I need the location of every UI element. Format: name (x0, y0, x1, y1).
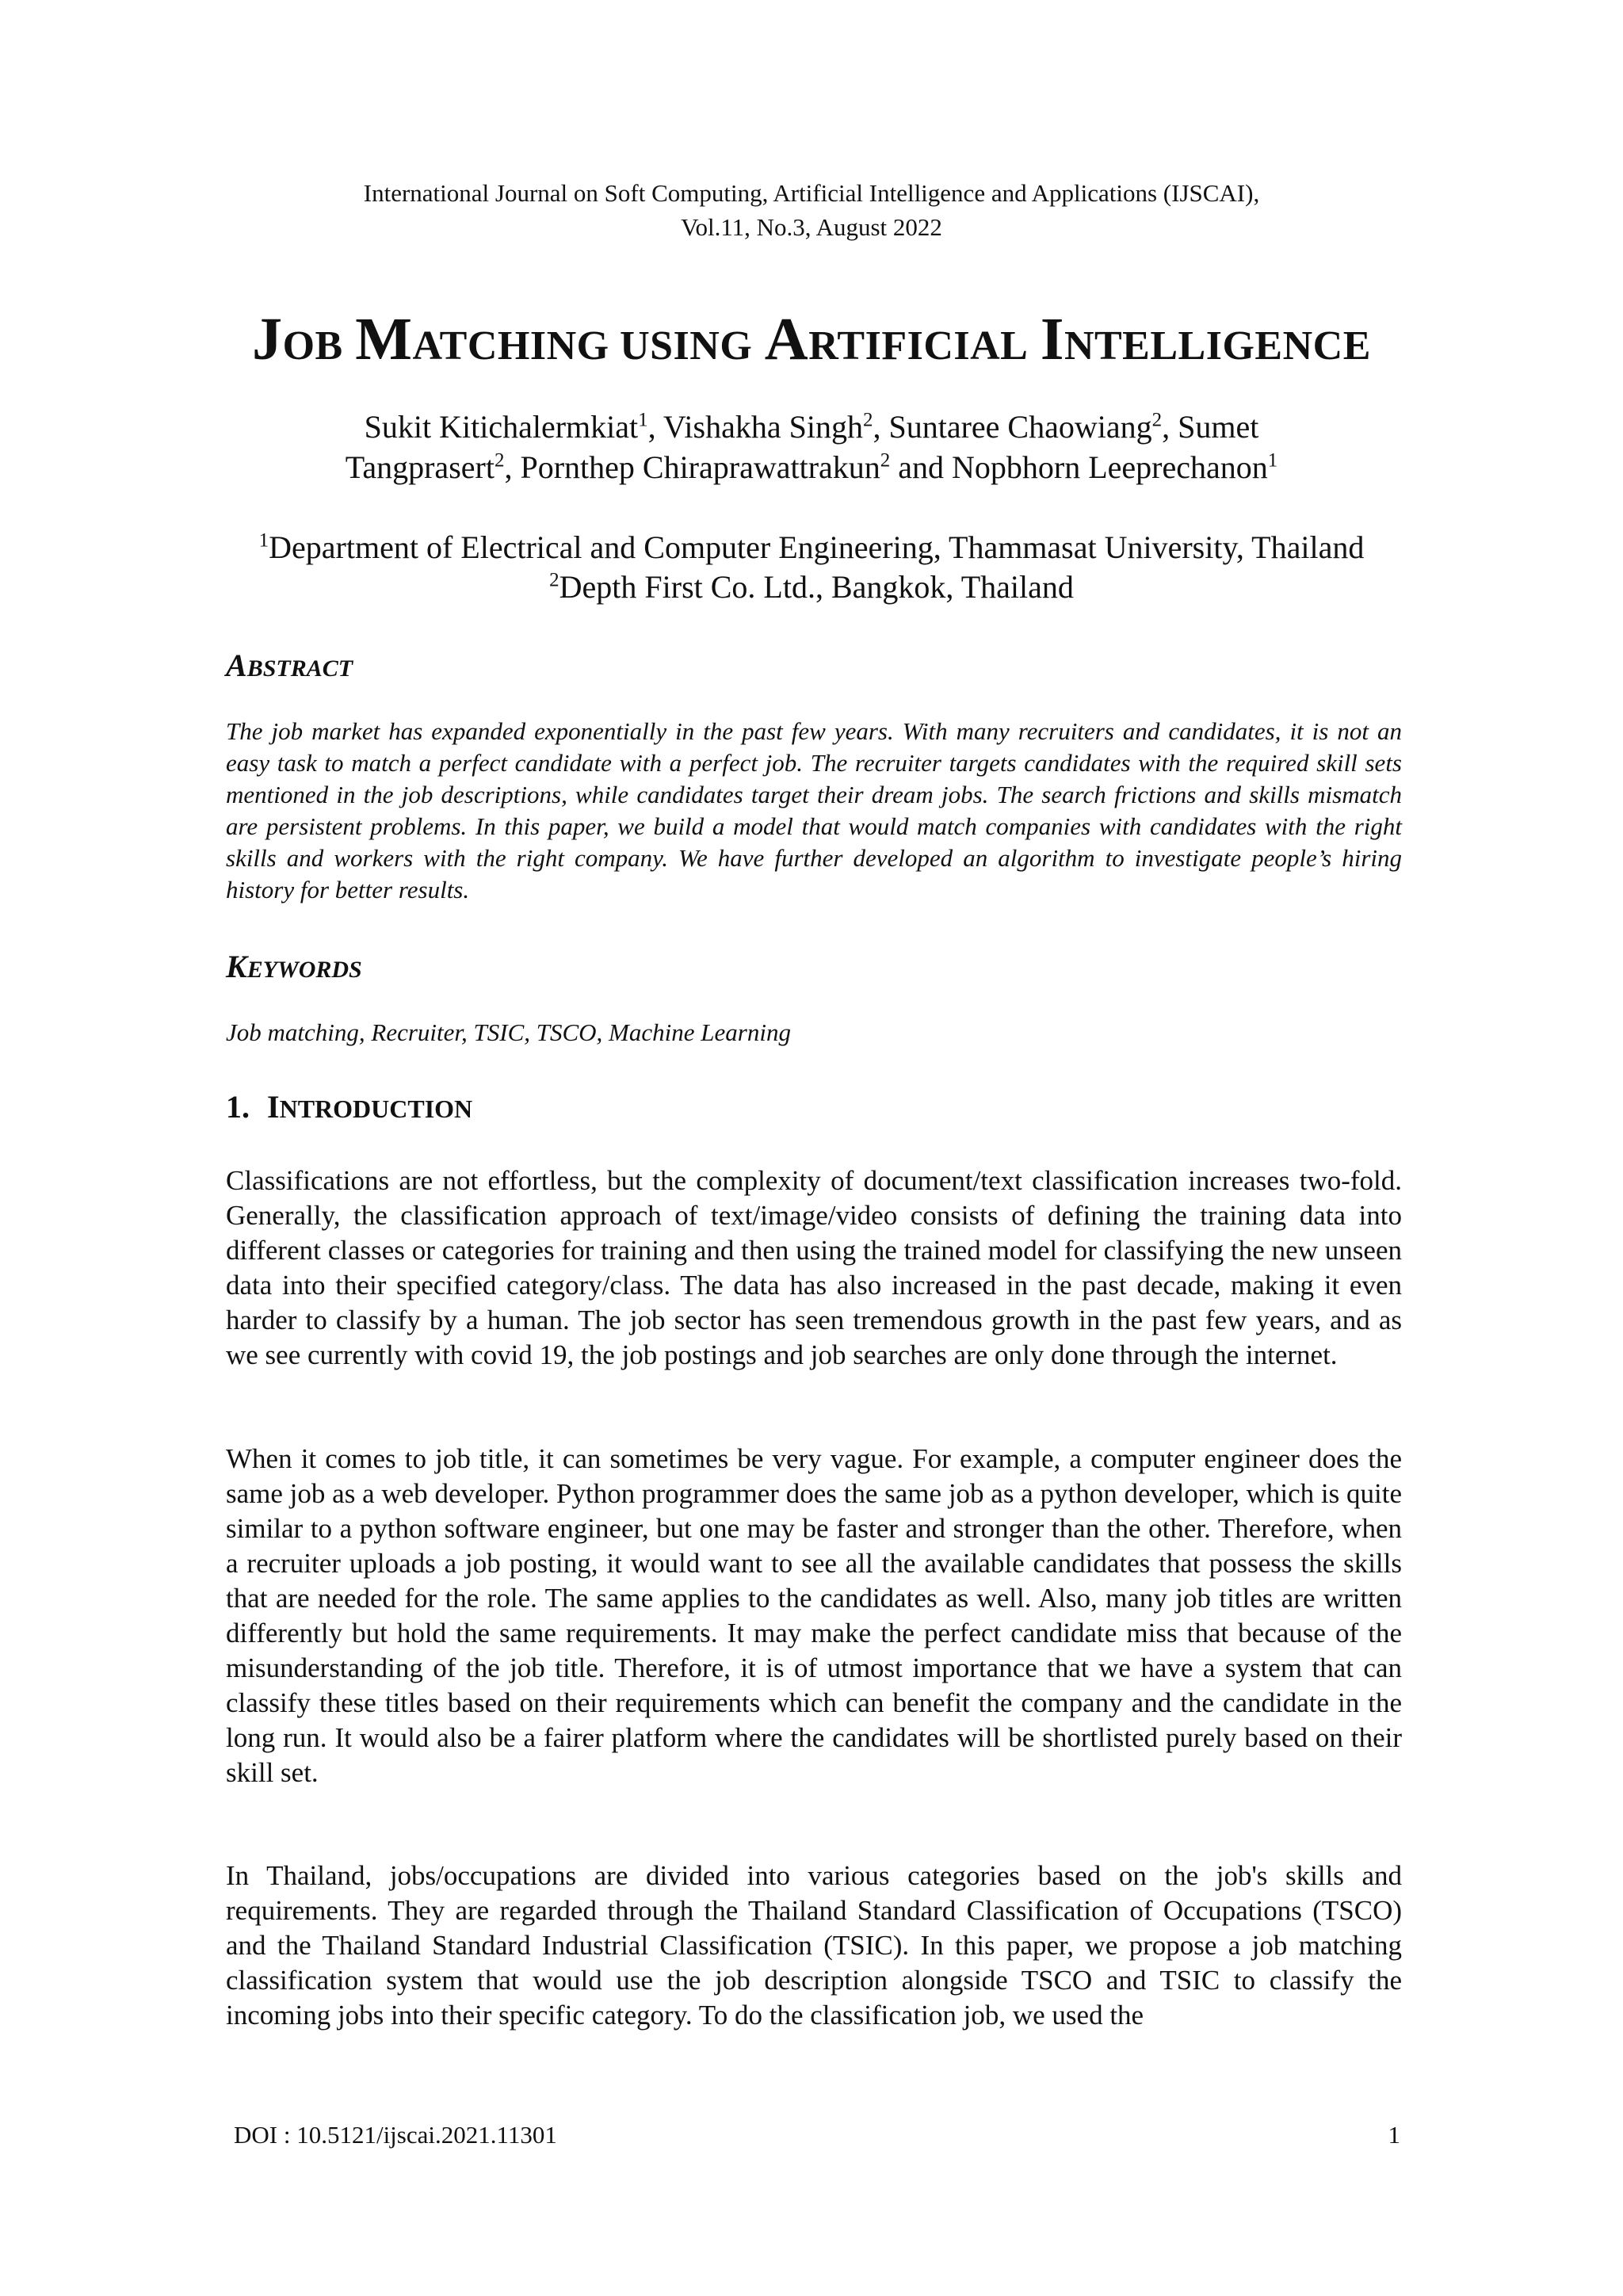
author-line-2: Tangprasert$^2$, Pornthep Chiraprawattrakun$^2$ and Nopbhorn Leeprechanon$^1$ (345, 449, 1278, 485)
author-list (0, 407, 1623, 487)
introduction-heading: 1. INTRODUCTION (226, 1089, 473, 1125)
journal-name: International Journal on Soft Computing, Artificial Intelligence and Applications (IJSCAI), (363, 179, 1260, 207)
page-number: 1 (1388, 2121, 1400, 2149)
journal-volume: Vol.11, No.3, August 2022 (681, 213, 942, 241)
author-line-1: Sukit Kitichalermkiat$^1$, Vishakha Singh$^2$, Suntaree Chaowiang$^2$, Sumet (364, 409, 1259, 445)
keywords-heading: KEYWORDS (226, 949, 362, 984)
intro-paragraph-3: In Thailand, jobs/occupations are divided into various categories based on the job's skills and requirements. They are regarded through the Thailand Standard Classification of Occupations (TSCO) and the Thailand Standard Industrial Classification (TSIC). In this paper, we propose a job matching classification system that would use the job description alongside TSCO and TSIC to classify the incoming jobs into their specific category. To do the classification job, we used the (226, 1860, 1402, 2030)
doi-footer: DOI : 10.5121/ijscai.2021.11301 (234, 2121, 557, 2149)
paper-title: JOB MATCHING USING ARTIFICIAL INTELLIGENCE (252, 306, 1371, 372)
journal-header (0, 176, 1623, 244)
affiliation-2: $^2$Depth First Co. Ltd., Bangkok, Thailand (549, 569, 1074, 605)
abstract-heading: ABSTRACT (226, 648, 353, 683)
abstract-text: The job market has expanded exponentially in the past few years. With many recruiters and candidates, it is not an easy task to match a perfect candidate with a perfect job. The recruiter targets candidates with the required skill sets mentioned in the job descriptions, while candidates target their dream jobs. The search frictions and skills mismatch are persistent problems. In this paper, we build a model that would match companies with candidates with the right skills and workers with the right company. We have further developed an algorithm to investigate people’s hiring history for better results. (226, 717, 1402, 904)
affiliation-1: $^1$Department of Electrical and Computer Engineering, Thammasat University, Thailand (258, 529, 1365, 565)
keywords-text: Job matching, Recruiter, TSIC, TSCO, Machine Learning (226, 1018, 791, 1046)
affiliations (0, 528, 1623, 607)
intro-paragraph-1: Classifications are not effortless, but the complexity of document/text classification increases two-fold. Generally, the classification approach of text/image/video consists of defining the training data into different classes or categories for training and then using the trained model for classifying the new unseen data into their specified category/class. The data has also increased in the past decade, making it even harder to classify by a human. The job sector has seen tremendous growth in the past few years, and as we see currently with covid 19, the job postings and job searches are only done through the internet. (226, 1165, 1402, 1370)
intro-paragraph-2: When it comes to job title, it can sometimes be very vague. For example, a computer engineer does the same job as a web developer. Python programmer does the same job as a python developer, which is quite similar to a python software engineer, but one may be faster and stronger than the other. Therefore, when a recruiter uploads a job posting, it would want to see all the available candidates that possess the skills that are needed for the role. The same applies to the candidates as well. Also, many job titles are written differently but hold the same requirements. It may make the perfect candidate miss that because of the misunderstanding of the job title. Therefore, it is of utmost importance that we have a system that can classify these titles based on their requirements which can benefit the company and the candidate in the long run. It would also be a fairer platform where the candidates will be shortlisted purely based on their skill set. (226, 1443, 1402, 1788)
